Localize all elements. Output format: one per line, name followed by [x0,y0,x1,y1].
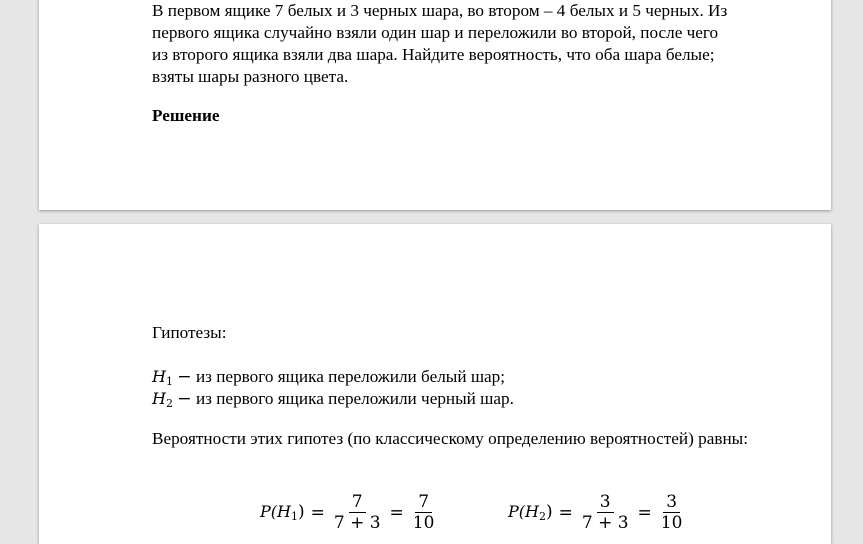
hypothesis-1-text: из первого ящика переложили белый шар; [195,367,506,386]
hypothesis-2-symbol: H [152,389,166,408]
problem-statement [152,0,774,88]
formula-1-fraction-2 [410,492,438,533]
hypothesis-2-index: 2 [165,397,173,410]
formula-2-fraction-1 [579,492,632,533]
formula-2-frac-2-den: 10 [660,513,683,533]
formula-2-lhs-index: 2 [538,510,546,523]
problem-line-4: взяты шары разного цвета. [152,67,349,86]
formula-1-lhs-suffix: ) [297,502,305,522]
formula-2-frac-1-num: 3 [597,492,614,513]
formula-2-eq-1: = [558,502,573,523]
formula-2-lhs [508,502,553,523]
hypothesis-1-symbol: H [152,367,166,386]
formula-2-lhs-suffix: ) [545,502,553,522]
formula-1-eq-1: = [310,502,325,523]
formula-2-frac-1-den: 7 + 3 [581,513,629,533]
formula-p-h2 [508,492,685,533]
solution-heading: Решение [152,106,220,125]
formula-1-frac-1-num: 7 [349,492,366,513]
formula-2-fraction-2 [658,492,686,533]
formula-1-frac-2-den: 10 [412,513,435,533]
formula-1-lhs-index: 1 [290,510,298,523]
formula-1-lhs [260,502,305,523]
formula-2-frac-2-num: 3 [663,492,680,513]
hypothesis-1-index: 1 [165,375,173,388]
document-page-2 [39,224,831,544]
formula-1-frac-2-num: 7 [415,492,432,513]
document-page-1 [39,0,831,210]
hypothesis-2-dash: − [177,389,192,409]
hypothesis-1-dash: − [177,367,192,387]
formula-p-h1 [260,492,437,533]
formula-1-lhs-prefix: P(H [260,502,291,521]
formula-2-lhs-prefix: P(H [508,502,539,521]
probabilities-intro: Вероятности этих гипотез (по классическому определению вероятностей) равны: [152,429,748,448]
formula-1-eq-2: = [389,502,404,523]
formula-1-fraction-1 [331,492,384,533]
hypotheses-label: Гипотезы: [152,323,227,342]
formula-1-frac-1-den: 7 + 3 [333,513,381,533]
hypothesis-2 [152,388,774,415]
problem-line-1: В первом ящике 7 белых и 3 черных шара, во втором – 4 белых и 5 черных. Из [152,1,728,20]
problem-line-3: из второго ящика взяли два шара. Найдите вероятность, что оба шара белые; [152,45,715,64]
formula-2-eq-2: = [637,502,652,523]
problem-line-2: первого ящика случайно взяли один шар и переложили во второй, после чего [152,23,719,42]
hypothesis-2-text: из первого ящика переложили черный шар. [195,389,514,408]
